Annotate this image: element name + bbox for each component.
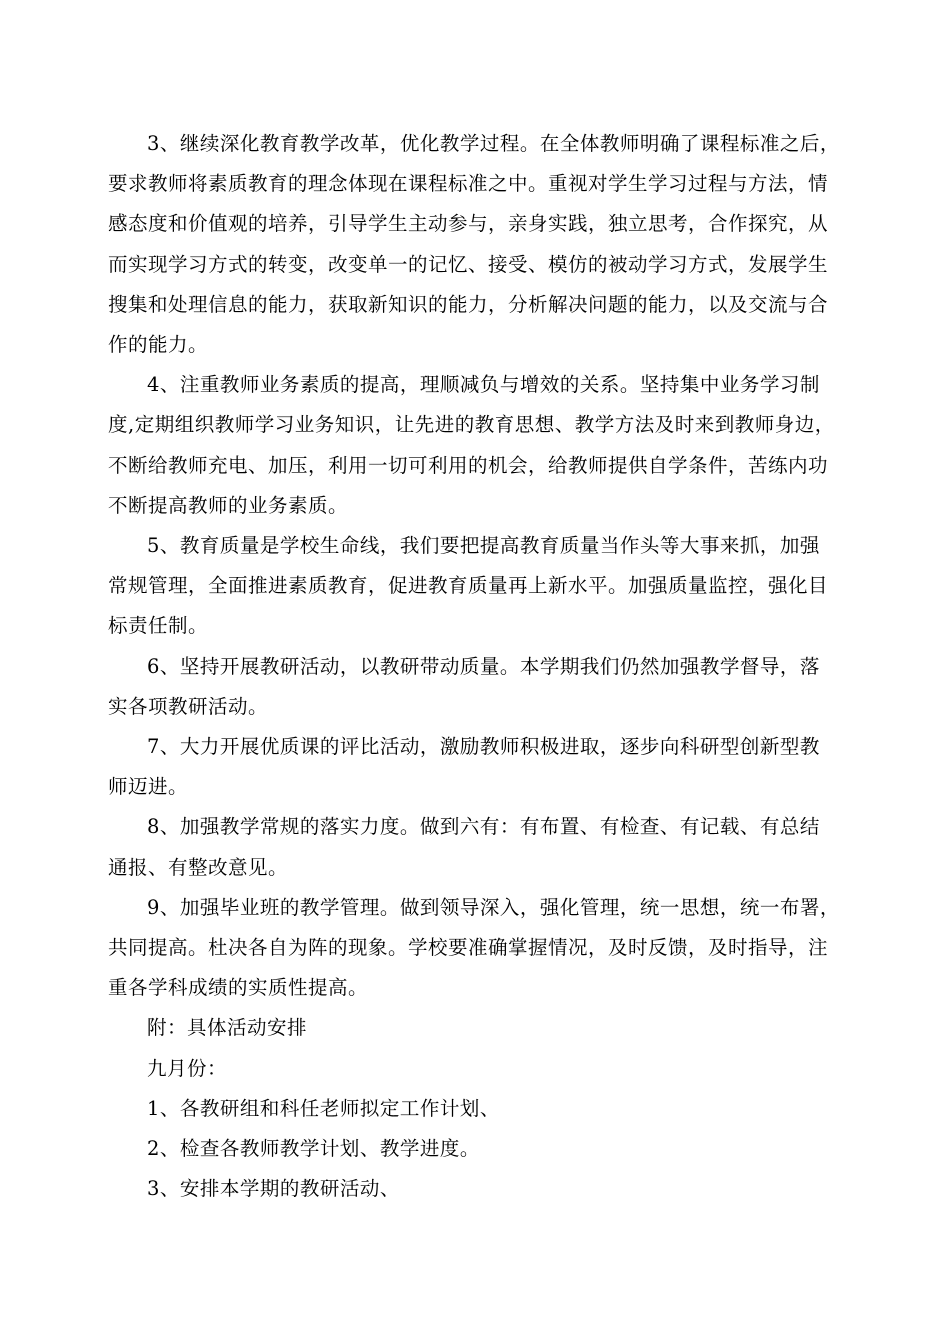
text-line: 要求教师将素质教育的理念体现在课程标准之中。重视对学生学习过程与方法，情 (108, 172, 829, 196)
paragraph-item-6 (108, 647, 860, 727)
text-line: 感态度和价值观的培养，引导学生主动参与，亲身实践，独立思考，合作探究，从 (108, 212, 829, 236)
text-line: 度,定期组织教师学习业务知识，让先进的教育思想、教学方法及时来到教师身边， (108, 413, 835, 437)
activity-item-2 (108, 1129, 860, 1169)
text-line: 搜集和处理信息的能力，获取新知识的能力，分析解决问题的能力，以及交流与合 (108, 292, 829, 316)
text-line: 共同提高。杜决各自为阵的现象。学校要准确掌握情况，及时反馈，及时指导，注 (108, 936, 829, 960)
text-line: 4、注重教师业务素质的提高，理顺减负与增效的关系。坚持集中业务学习制 (147, 373, 820, 397)
text-line: 8、加强教学常规的落实力度。做到六有：有布置、有检查、有记载、有总结 (147, 815, 820, 839)
paragraph-item-7 (108, 727, 860, 807)
paragraph-item-9 (108, 888, 860, 1009)
document-page (108, 124, 860, 1209)
text-line: 3、继续深化教育教学改革，优化教学过程。在全体教师明确了课程标准之后， (147, 132, 840, 155)
paragraph-item-8 (108, 807, 860, 887)
text-line: 标责任制。 (108, 614, 209, 638)
text-line: 5、教育质量是学校生命线，我们要把提高教育质量当作头等大事来抓，加强 (147, 534, 820, 558)
text-line: 不断给教师充电、加压，利用一切可利用的机会，给教师提供自学条件，苦练内功 (108, 453, 829, 477)
text-line: 6、坚持开展教研活动，以教研带动质量。本学期我们仍然加强教学督导，落 (147, 654, 820, 678)
text-line: 师迈进。 (108, 775, 189, 799)
text-line: 2、检查各教师教学计划、教学进度。 (147, 1137, 480, 1161)
text-line: 实各项教研活动。 (108, 694, 269, 718)
text-line: 通报、有整改意见。 (108, 855, 289, 879)
text-line: 3、安排本学期的教研活动、 (147, 1177, 400, 1201)
text-line: 常规管理，全面推进素质教育，促进教育质量再上新水平。加强质量监控，强化目 (108, 574, 829, 598)
text-line: 作的能力。 (108, 333, 209, 357)
text-line: 重各学科成绩的实质性提高。 (108, 976, 369, 1000)
text-line: 1、各教研组和科任老师拟定工作计划、 (147, 1096, 500, 1120)
paragraph-item-4 (108, 365, 860, 526)
text-line: 而实现学习方式的转变，改变单一的记忆、接受、模仿的被动学习方式，发展学生 (108, 252, 829, 276)
text-line: 不断提高教师的业务素质。 (108, 493, 349, 517)
text-line: 9、加强毕业班的教学管理。做到领导深入，强化管理，统一思想，统一布署， (147, 895, 840, 919)
activity-item-3 (108, 1169, 860, 1209)
appendix-heading (108, 1008, 860, 1048)
text-line: 附：具体活动安排 (147, 1016, 308, 1040)
text-line: 九月份： (147, 1056, 228, 1080)
paragraph-item-3 (108, 124, 860, 365)
activity-item-1 (108, 1089, 860, 1129)
text-line: 7、大力开展优质课的评比活动，激励教师积极进取，逐步向科研型创新型教 (147, 735, 820, 759)
paragraph-item-5 (108, 526, 860, 647)
month-heading (108, 1049, 860, 1089)
